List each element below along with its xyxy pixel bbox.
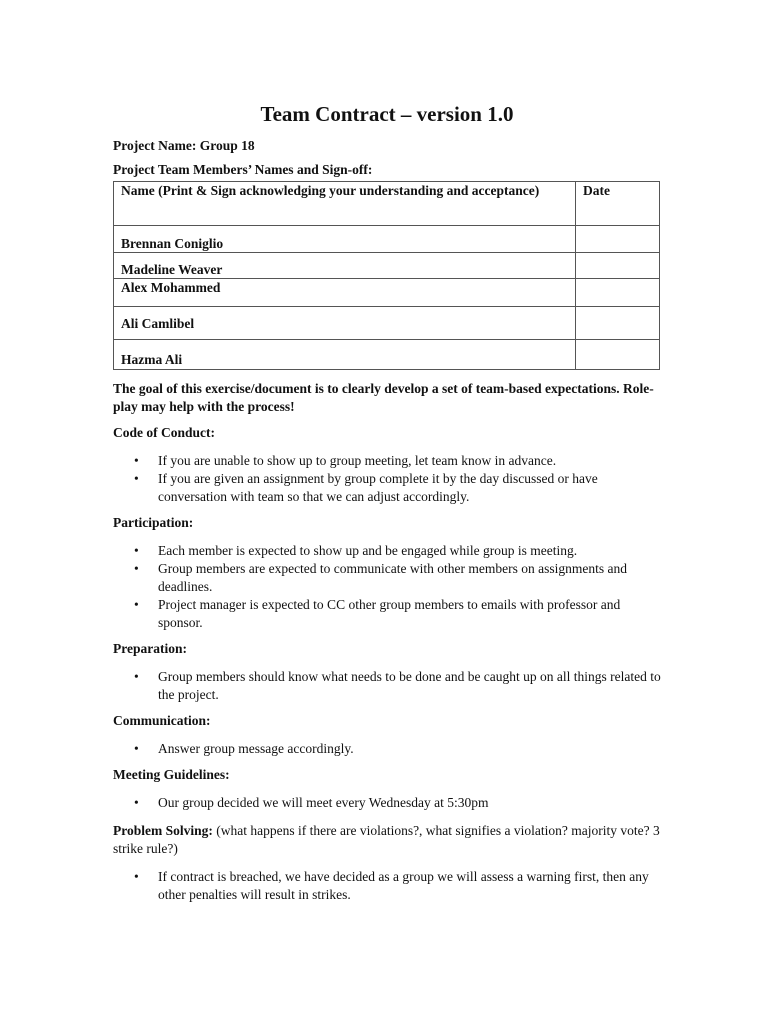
list-item: [134, 596, 661, 632]
bullet-icon: •: [134, 741, 139, 756]
communication-list: [113, 740, 661, 758]
list-item: [134, 668, 661, 704]
list-item-text: If you are unable to show up to group meeting, let team know in advance.: [158, 453, 557, 468]
member-name-cell: Ali Camlibel: [114, 307, 576, 340]
header-name-cell: Name (Print & Sign acknowledging your understanding and acceptance): [114, 182, 576, 226]
sign-off-table: [113, 181, 660, 370]
project-name: Project Name: Group 18: [113, 138, 255, 153]
goal-statement: The goal of this exercise/document is to clearly develop a set of team-based expectations. Role-play may help with the process!: [113, 381, 654, 414]
member-date-cell: [576, 226, 660, 253]
bullet-icon: •: [134, 597, 139, 612]
member-name-cell: Alex Mohammed: [114, 279, 576, 307]
list-item: [134, 740, 661, 758]
list-item-text: Answer group message accordingly.: [158, 741, 354, 756]
document-page: [113, 100, 661, 904]
meeting-list: [113, 794, 661, 812]
list-item-text: Group members should know what needs to be done and be caught up on all things related to the project.: [158, 669, 661, 702]
member-date-cell: [576, 279, 660, 307]
table-row: [114, 253, 660, 279]
table-row: [114, 279, 660, 307]
list-item: [134, 794, 661, 812]
meeting-heading: Meeting Guidelines:: [113, 767, 230, 782]
table-header-row: [114, 182, 660, 226]
bullet-icon: •: [134, 543, 139, 558]
list-item: [134, 560, 661, 596]
header-date-cell: Date: [576, 182, 660, 226]
bullet-icon: •: [134, 795, 139, 810]
list-item: [134, 542, 661, 560]
list-item-text: Project manager is expected to CC other group members to emails with professor and sponsor.: [158, 597, 621, 630]
bullet-icon: •: [134, 471, 139, 486]
conduct-heading: Code of Conduct:: [113, 425, 216, 440]
list-item-text: Our group decided we will meet every Wednesday at 5:30pm: [158, 795, 489, 810]
table-row: [114, 226, 660, 253]
communication-heading: Communication:: [113, 713, 211, 728]
problem-list: [113, 868, 661, 904]
list-item: [134, 868, 661, 904]
conduct-list: [113, 452, 661, 506]
bullet-icon: •: [134, 669, 139, 684]
problem-note: (what happens if there are violations?, what signifies a violation? majority vote? 3 strike rule?): [113, 823, 660, 856]
list-item: [134, 470, 661, 506]
team-members-label: Project Team Members’ Names and Sign-off:: [113, 162, 373, 177]
list-item-text: Each member is expected to show up and be engaged while group is meeting.: [158, 543, 578, 558]
member-name-cell: Madeline Weaver: [114, 253, 576, 279]
member-date-cell: [576, 307, 660, 340]
member-date-cell: [576, 340, 660, 370]
list-item-text: If contract is breached, we have decided as a group we will assess a warning first, then any other penalties will result in strikes.: [158, 869, 649, 902]
table-row: [114, 340, 660, 370]
problem-solving-paragraph: [113, 822, 661, 858]
problem-heading: Problem Solving:: [113, 823, 213, 838]
member-name-cell: Brennan Coniglio: [114, 226, 576, 253]
document-title: Team Contract – version 1.0: [260, 102, 514, 126]
member-date-cell: [576, 253, 660, 279]
member-name-cell: Hazma Ali: [114, 340, 576, 370]
preparation-heading: Preparation:: [113, 641, 187, 656]
list-item: [134, 452, 661, 470]
preparation-list: [113, 668, 661, 704]
list-item-text: Group members are expected to communicate with other members on assignments and deadlines.: [158, 561, 627, 594]
bullet-icon: •: [134, 869, 139, 884]
bullet-icon: •: [134, 453, 139, 468]
table-row: [114, 307, 660, 340]
participation-heading: Participation:: [113, 515, 194, 530]
bullet-icon: •: [134, 561, 139, 576]
list-item-text: If you are given an assignment by group complete it by the day discussed or have conversation with team so that we can adjust accordingly.: [158, 471, 598, 504]
participation-list: [113, 542, 661, 632]
